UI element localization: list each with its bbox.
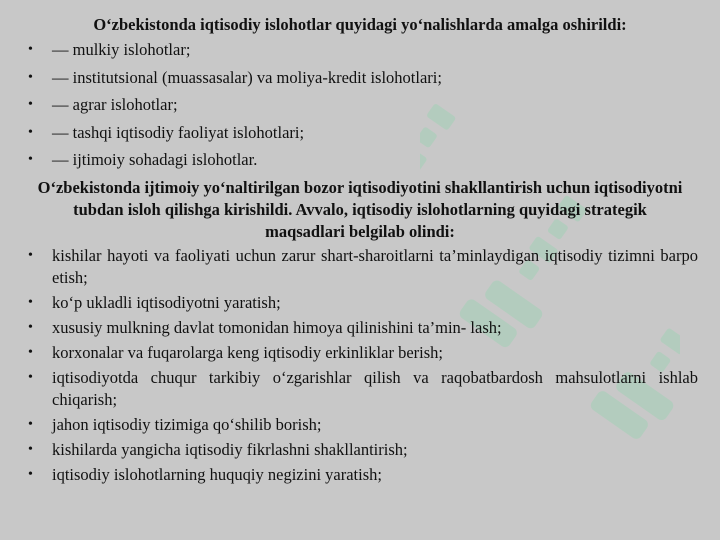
list-item: • — institutsional (muassasalar) va moliya-kredit islohotlari;: [28, 67, 442, 87]
bullet-icon: •: [28, 319, 33, 335]
list-item: • — tashqi iqtisodiy faoliyat islohotlari;: [28, 122, 305, 142]
strategic-goals-list: [22, 245, 698, 486]
bullet-icon: •: [28, 152, 33, 167]
bullet-icon: •: [28, 466, 33, 482]
list-item: • kishilarda yangicha iqtisodiy fikrlashni shakllantirish;: [28, 439, 408, 459]
list-item: • iqtisodiy islohotlarning huquqiy negizini yaratish;: [28, 464, 382, 484]
list-item: • kishilar hayoti va faoliyati uchun zarur shart-sharoitlarni ta’minlaydigan iqtisodiy tizimni barpo etish;: [28, 245, 698, 287]
bullet-icon: •: [28, 344, 33, 360]
list-item: • — ijtimoiy sohadagi islohotlar.: [28, 150, 258, 169]
list-item: • iqtisodiyotda chuqur tarkibiy o‘zgarishlar qilish va raqobatbardosh mahsulotlarni ishlab chiqarish;: [28, 367, 698, 409]
heading-strategic-goals: O‘zbekistonda ijtimoiy yo‘naltirilgan bozor iqtisodiyotini shakllantirish uchun iqtisodiyotni tubdan isloh qilishga kirishildi. Avvalo, iqtisodiy islohotlarning quyidagi strategik maqsadlari belgilab olindi:: [37, 177, 683, 241]
bullet-icon: •: [28, 441, 33, 457]
bullet-icon: •: [28, 294, 33, 310]
bullet-icon: •: [28, 42, 33, 57]
list-item: • jahon iqtisodiy tizimiga qo‘shilib borish;: [28, 414, 322, 434]
bullet-icon: •: [28, 369, 33, 385]
list-item: • ko‘p ukladli iqtisodiyotni yaratish;: [28, 292, 281, 312]
bullet-icon: •: [28, 124, 33, 140]
bullet-icon: •: [28, 416, 33, 432]
bullet-icon: •: [28, 69, 33, 85]
reform-directions-list: [22, 39, 698, 171]
bullet-icon: •: [28, 247, 33, 263]
list-item: • korxonalar va fuqarolarga keng iqtisodiy erkinliklar berish;: [28, 342, 443, 362]
heading-reform-directions: O‘zbekistonda iqtisodiy islohotlar quyidagi yo‘nalishlarda amalga oshirildi:: [93, 15, 627, 34]
list-item: • — mulkiy islohotlar;: [28, 40, 191, 59]
bullet-icon: •: [28, 97, 33, 112]
list-item: • xususiy mulkning davlat tomonidan himoya qilinishini ta’min- lash;: [28, 317, 502, 337]
list-item: • — agrar islohotlar;: [28, 95, 178, 114]
